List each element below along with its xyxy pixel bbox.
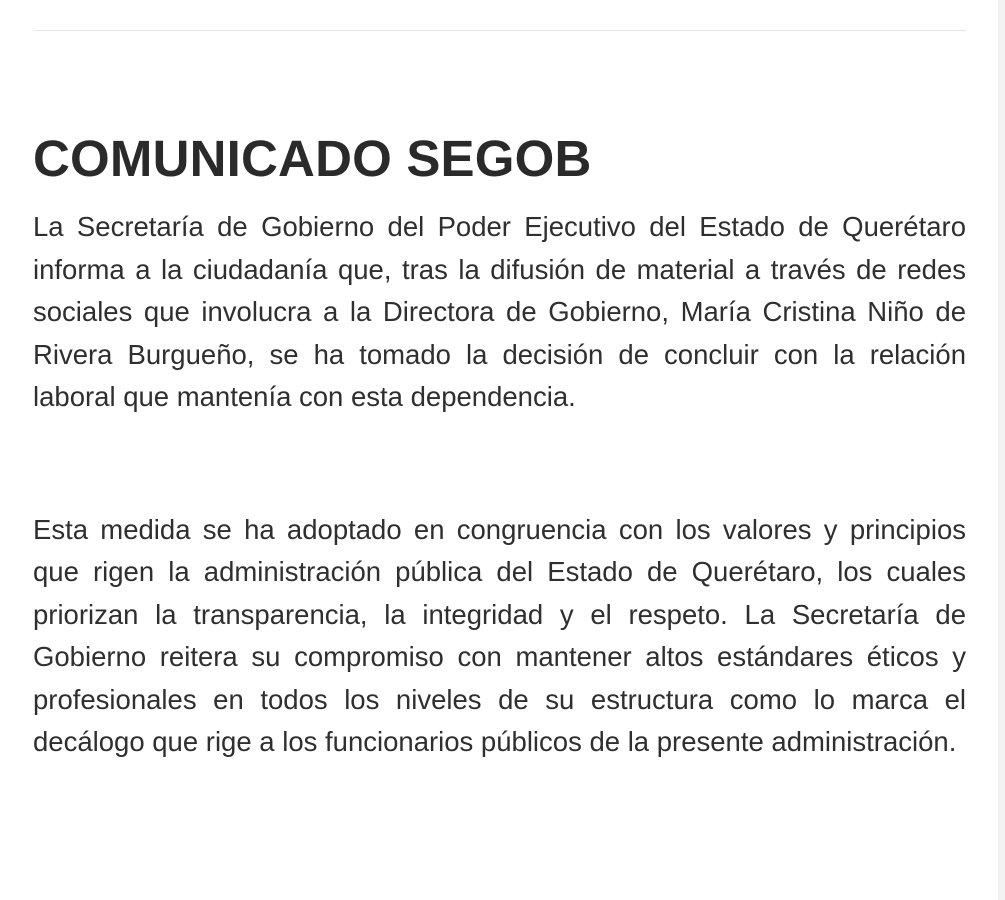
top-divider xyxy=(33,30,966,31)
article-paragraph-1: La Secretaría de Gobierno del Poder Ejecutivo del Estado de Querétaro informa a la ciudadanía que, tras la difusión de material a través de redes sociales que involucra a la Directora de Gobierno, María Cristina Niño de Rivera Burgueño, se ha tomado la decisión de concluir con la relación laboral que mantenía con esta dependencia. xyxy=(33,211,966,412)
scrollbar-track[interactable] xyxy=(998,0,1005,900)
article-title: COMUNICADO SEGOB xyxy=(33,130,592,187)
article-paragraph-2: Esta medida se ha adoptado en congruencia con los valores y principios que rigen la administración pública del Estado de Querétaro, los cuales priorizan la transparencia, la integridad y el respeto. La Secretaría de Gobierno reitera su compromiso con mantener altos estándares éticos y profesionales en todos los niveles de su estructura como lo marca el decálogo que rige a los funcionarios públicos de la presente administración. xyxy=(33,513,966,757)
article xyxy=(33,124,966,764)
